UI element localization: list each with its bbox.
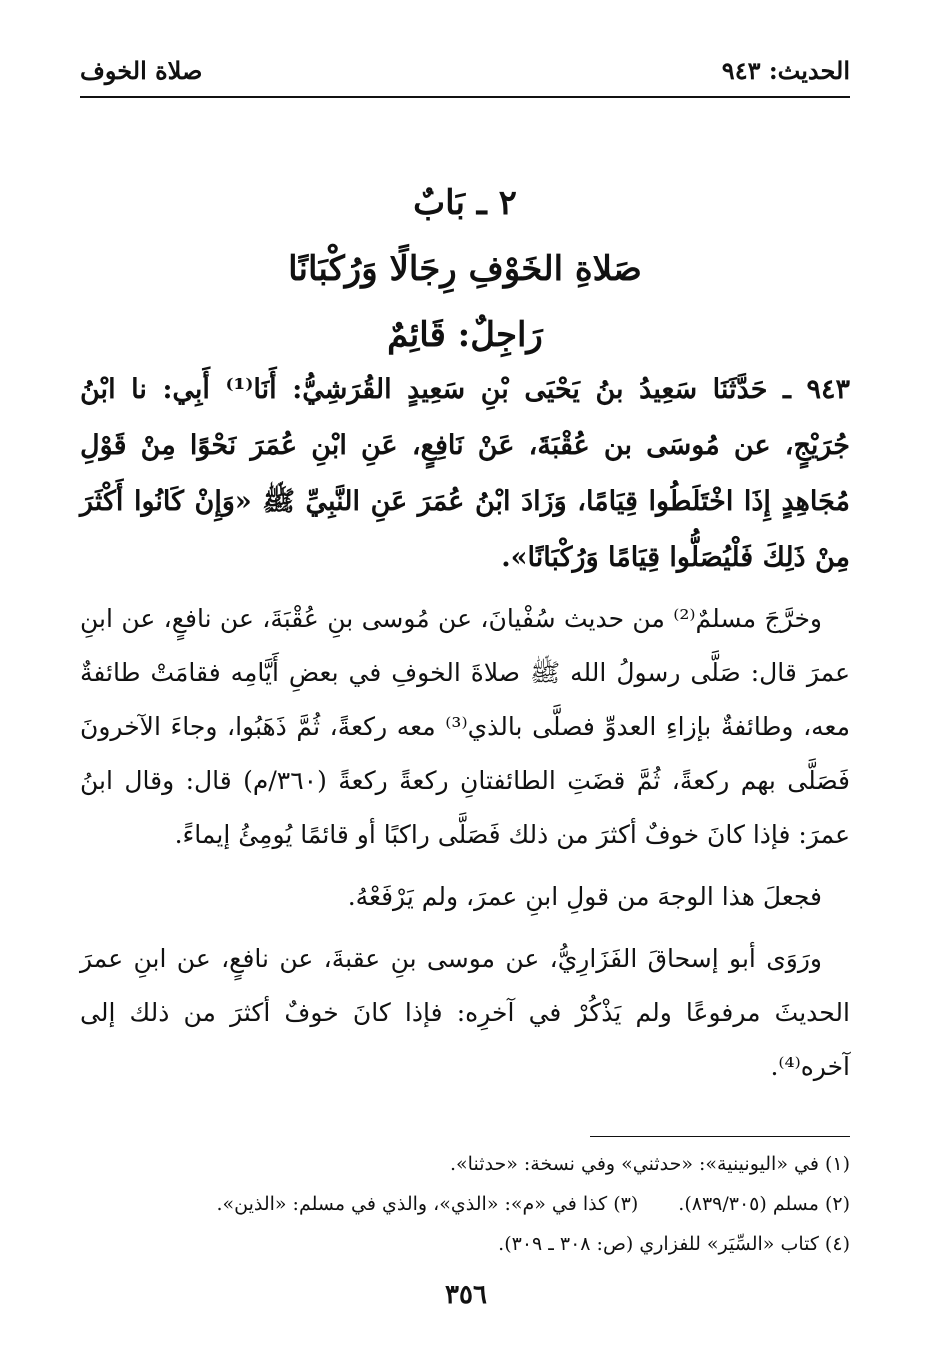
main-text (80, 362, 850, 1094)
commentary-paragraph-3: ورَوَى أبو إسحاقَ الفَزَارِيُّ، عن موسى بنِ عقبةَ، عن نافعٍ، عن ابنِ عمرَ الحديثَ مرفوعًا ولم يَذْكُرْ في آخرِه: فإذا كانَ خوفٌ أكثرَ من ذلك إلى آخره⁽⁴⁾. (80, 944, 850, 1081)
footnotes (80, 1144, 850, 1264)
footnote-3: (٣) كذا في «م»: «الذي»، والذي في مسلم: «الذين». (216, 1193, 639, 1215)
footnote-2: (٢) مسلم (٨٣٩/٣٠٥). (678, 1193, 850, 1215)
chapter-gloss: رَاجِلٌ: قَائِمٌ (387, 315, 543, 355)
hadith-text: ٩٤٣ ـ حَدَّثَنَا سَعِيدُ بنُ يَحْيَى بْنِ سَعِيدٍ القُرَشِيُّ: أَنَا⁽¹⁾ أَبِي: نا ابْنُ جُرَيْجٍ، عن مُوسَى بن عُقْبَةَ، عَنْ نَافِعٍ، عَنِ ابْنِ عُمَرَ نَحْوًا مِنْ قَوْلِ مُجَاهِدٍ إِذَا اخْتَلَطُوا قِيَامًا، وَزَادَ ابْنُ عُمَرَ عَنِ النَّبِيِّ ﷺ «وَإِنْ كَانُوا أَكْثَرَ مِنْ ذَلِكَ فَلْيُصَلُّوا قِيَامًا وَرُكْبَانًا». (80, 374, 850, 573)
running-header (80, 52, 850, 98)
commentary-paragraph-1: وخرَّجَ مسلمٌ⁽²⁾ من حديث سُفْيانَ، عن مُوسى بنِ عُقْبَةَ، عن نافعٍ، عن ابنِ عمرَ قال: صَلَّى رسولُ الله ﷺ صلاةَ الخوفِ في بعضِ أَيَّامِه فقامَتْ طائفةٌ معه، وطائفةٌ بإزاءِ العدوِّ فصلَّى بالذي⁽³⁾ معه ركعةً، ثُمَّ ذَهَبُوا، وجاءَ الآخرونَ فَصَلَّى بهم ركعةً، ثُمَّ قضَتِ الطائفتانِ ركعةً ركعةً (٣٦٠/م) قال: وقال ابنُ عمرَ: فإذا كانَ خوفٌ أكثرَ من ذلك فَصَلَّى راكبًا أو قائمًا يُومِئُ إيماءً. (80, 604, 850, 849)
header-section-title: صلاة الخوف (80, 56, 203, 85)
chapter-title-block (80, 170, 850, 368)
header-hadith-number: الحديث: ٩٤٣ (721, 56, 850, 85)
footnote-1: (١) في «اليونينية»: «حدثني» وفي نسخة: «حدثنا». (450, 1153, 850, 1175)
footnote-divider (590, 1136, 850, 1137)
commentary-paragraph-2: فجعلَ هذا الوجهَ من قولِ ابنِ عمرَ، ولم يَرْفَعْهُ. (347, 882, 822, 911)
footnote-4: (٤) كتاب «السِّيَر» للفزاري (ص: ٣٠٨ ـ ٣٠٩). (498, 1233, 850, 1255)
footnote-row (80, 1184, 850, 1224)
page-number: ٣٥٦ (445, 1280, 487, 1310)
chapter-heading: صَلاةِ الخَوْفِ رِجَالًا وَرُكْبَانًا (288, 249, 642, 289)
chapter-number: ٢ ـ بَابٌ (413, 183, 517, 223)
